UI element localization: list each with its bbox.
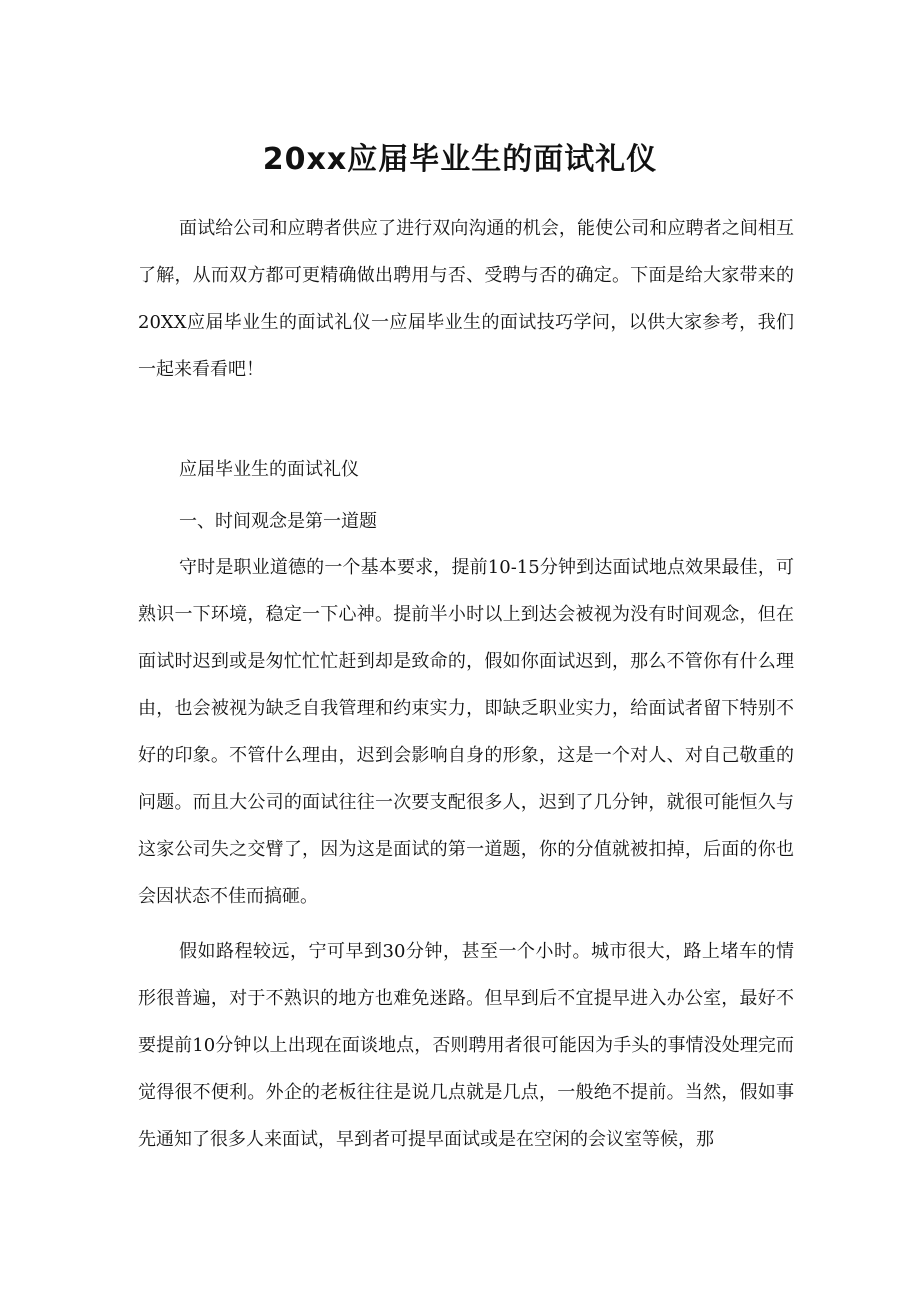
paragraph-distance: 假如路程较远，宁可早到30分钟，甚至一个小时。城市很大，路上堵车的情形很普遍，对于不熟识的地方也难免迷路。但早到后不宜提早进入办公室，最好不要提前10分钟以上出现在面谈地点，否则聘用者很可能因为手头的事情没处理完而觉得很不便利。外企的老板往往是说几点就是几点，一般绝不提前。当然，假如事先通知了很多人来面试，早到者可提早面试或是在空闲的会议室等候，那 bbox=[138, 941, 794, 1150]
section-heading: 应届毕业生的面试礼仪 bbox=[179, 459, 359, 480]
paragraph-punctuality: 守时是职业道德的一个基本要求，提前10-15分钟到达面试地点效果最佳，可熟识一下环境，稳定一下心神。提前半小时以上到达会被视为没有时间观念，但在面试时迟到或是匆忙忙忙赶到却是致命的，假如你面试迟到，那么不管你有什么理由，也会被视为缺乏自我管理和约束实力，即缺乏职业实力，给面试者留下特别不好的印象。不管什么理由，迟到会影响自身的形象，这是一个对人、对自己敬重的问题。而且大公司的面试往往一次要支配很多人，迟到了几分钟，就很可能恒久与这家公司失之交臂了，因为这是面试的第一道题，你的分值就被扣掉，后面的你也会因状态不佳而搞砸。 bbox=[138, 557, 794, 907]
document-title: 20xx应届毕业生的面试礼仪 bbox=[262, 142, 658, 177]
intro-paragraph: 面试给公司和应聘者供应了进行双向沟通的机会，能使公司和应聘者之间相互了解，从而双方都可更精确做出聘用与否、受聘与否的确定。下面是给大家带来的20XX应届毕业生的面试礼仪一应届毕业生的面试技巧学问，以供大家参考，我们一起来看看吧！ bbox=[138, 218, 794, 380]
subheading-time-concept: 一、时间观念是第一道题 bbox=[179, 511, 377, 532]
